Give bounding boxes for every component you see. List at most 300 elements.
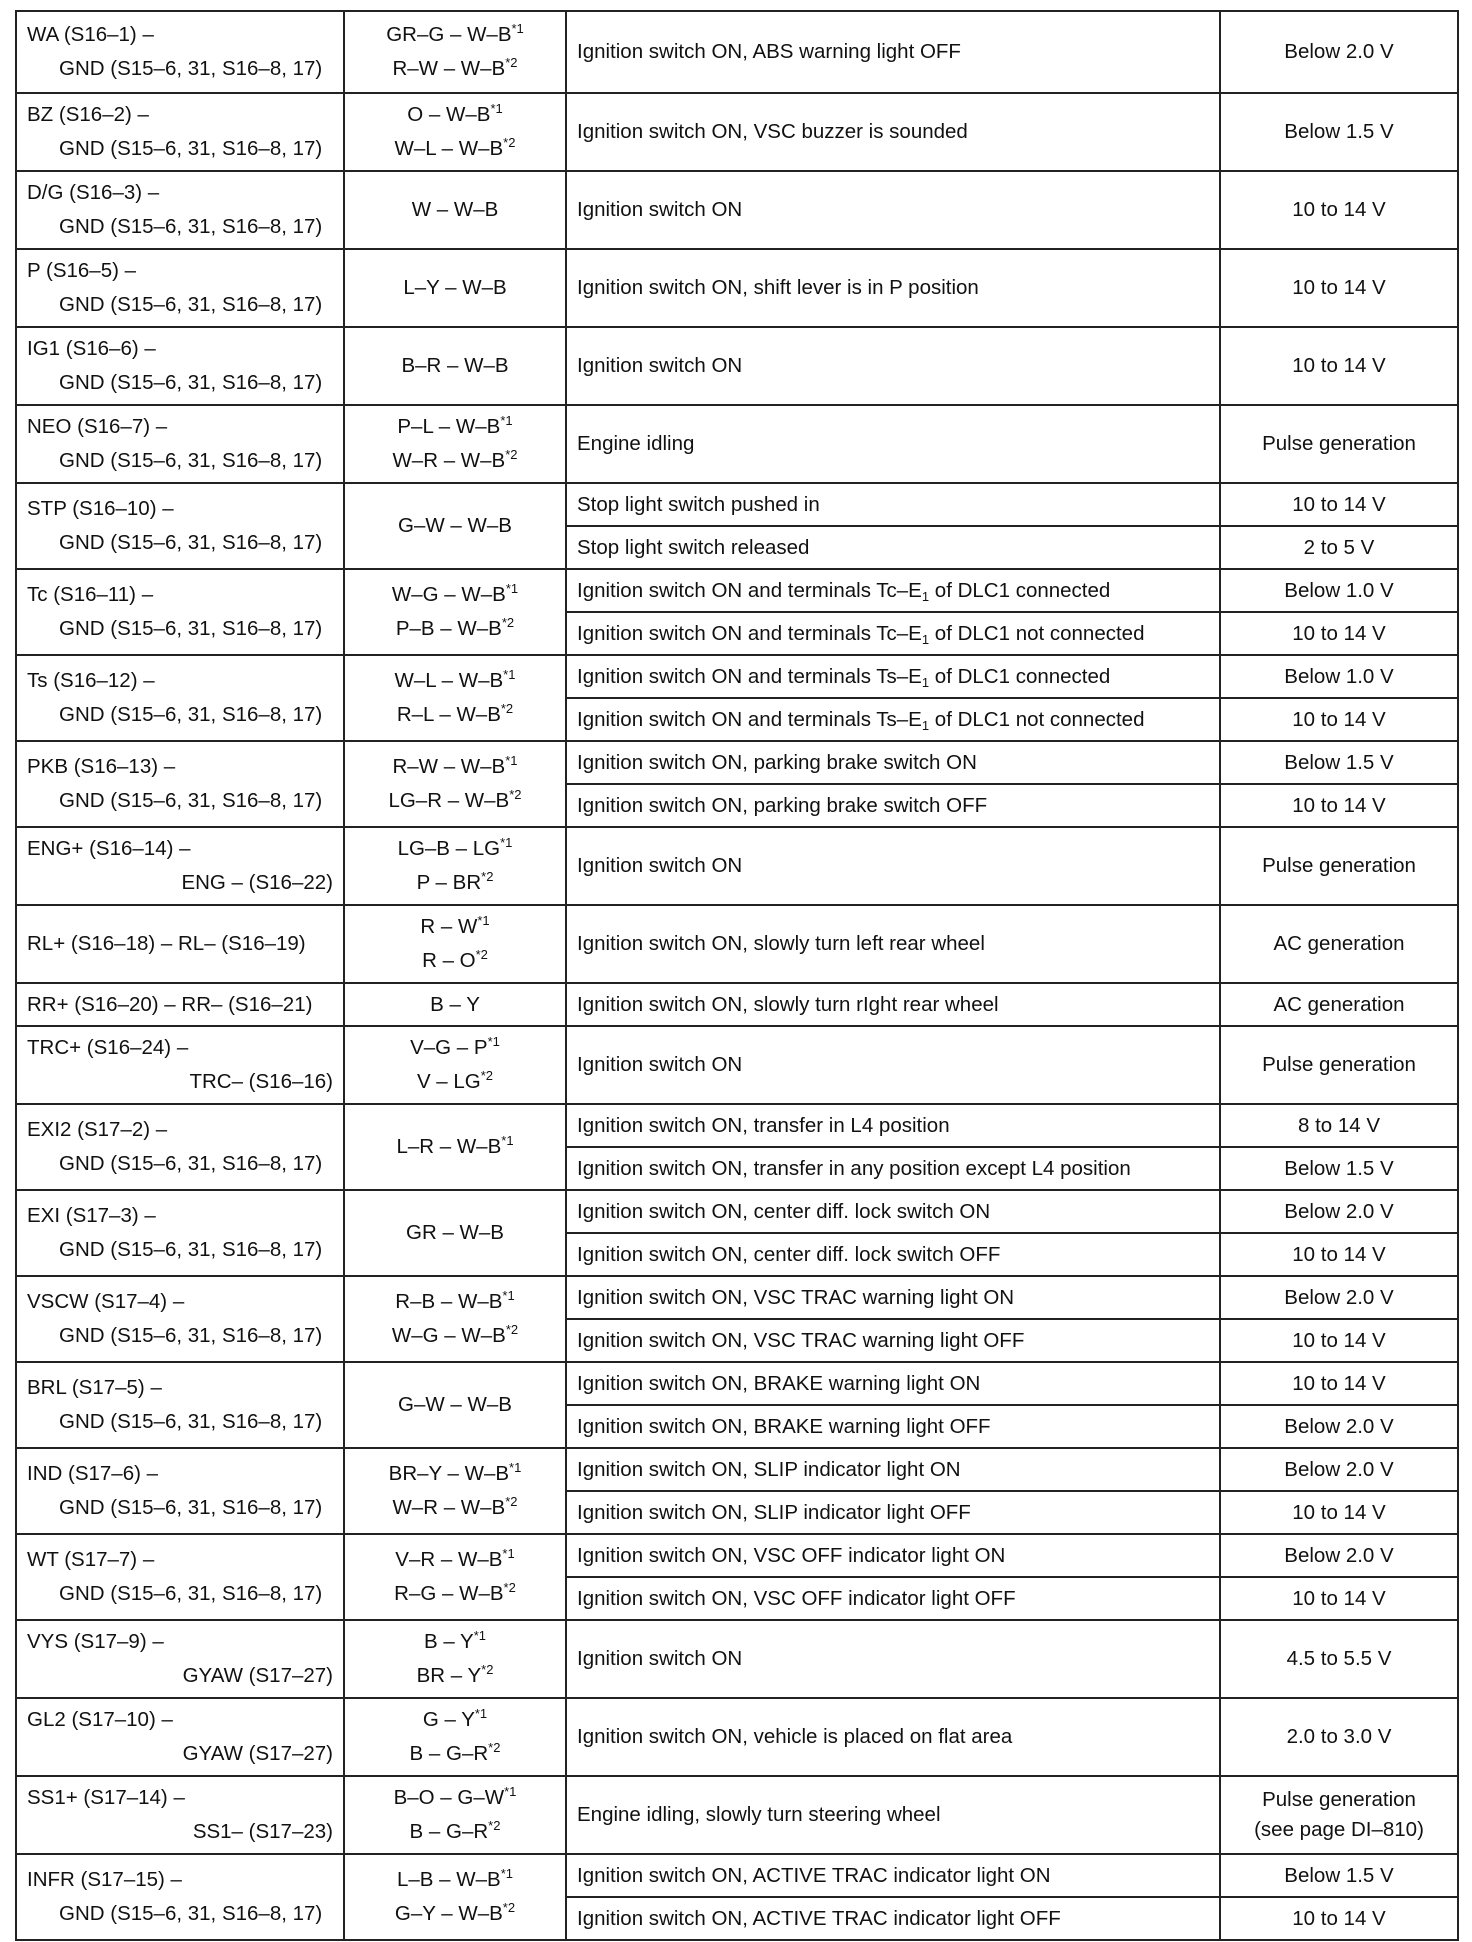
specified-value: 10 to 14 V xyxy=(1292,276,1386,299)
wiring-color xyxy=(355,1543,555,1577)
wiring-color-text: V – LG xyxy=(416,1070,481,1093)
wiring-color xyxy=(355,1625,555,1659)
terminal-label: Tc (S16–11) – xyxy=(27,583,154,606)
footnote-marker: *1 xyxy=(477,913,490,928)
footnote-marker: *2 xyxy=(509,787,522,802)
wiring-color-text: L–Y – W–B xyxy=(403,276,507,299)
condition-text: Ignition switch ON, BRAKE warning light ON xyxy=(577,1371,981,1395)
wiring-color-cell xyxy=(344,483,566,569)
wiring-color-cell xyxy=(344,1362,566,1448)
condition-cell xyxy=(566,905,1220,983)
specified-value: Pulse generation xyxy=(1262,1788,1416,1811)
subscript: 1 xyxy=(921,717,930,733)
table-row xyxy=(16,249,1458,327)
specified-value: 4.5 to 5.5 V xyxy=(1286,1647,1392,1670)
wiring-color-text: G–Y – W–B xyxy=(394,1902,503,1925)
condition-text: Ignition switch ON xyxy=(577,854,743,877)
footnote-marker: *2 xyxy=(505,447,518,462)
wiring-color xyxy=(355,784,555,818)
wiring-color xyxy=(355,1703,555,1737)
specified-value-cell xyxy=(1220,405,1458,483)
condition-cell xyxy=(566,1362,1220,1405)
wiring-color-text: R – O xyxy=(422,949,476,972)
table-row xyxy=(16,905,1458,983)
specified-value: Below 1.5 V xyxy=(1284,120,1394,143)
condition-text: Ignition switch ON, vehicle is placed on flat area xyxy=(577,1725,1013,1748)
wiring-color-text: B–O – G–W xyxy=(393,1786,505,1809)
wiring-color xyxy=(355,193,555,227)
condition-cell xyxy=(566,1405,1220,1448)
condition-cell xyxy=(566,1897,1220,1940)
specified-value-cell xyxy=(1220,784,1458,827)
specified-value-cell xyxy=(1220,612,1458,655)
wiring-color xyxy=(355,988,555,1022)
specified-value-cell xyxy=(1220,1698,1458,1776)
terminal-cell xyxy=(16,171,344,249)
wiring-color-cell xyxy=(344,405,566,483)
wiring-color-cell xyxy=(344,1534,566,1620)
footnote-marker: *1 xyxy=(500,835,513,850)
specified-value: 8 to 14 V xyxy=(1297,1113,1381,1137)
wiring-color-text: P–B – W–B xyxy=(395,617,502,640)
footnote-marker: *2 xyxy=(502,1900,516,1915)
wiring-color-text: B – G–R xyxy=(409,1820,489,1843)
footnote-marker: *2 xyxy=(503,1580,516,1595)
condition-text: Ignition switch ON xyxy=(577,198,743,221)
specified-value-cell xyxy=(1220,1319,1458,1362)
terminal-ground-label: GND (S15–6, 31, S16–8, 17) xyxy=(59,1152,323,1175)
terminal-label: INFR (S17–15) – xyxy=(27,1868,182,1891)
terminal-label: ENG+ (S16–14) – xyxy=(27,837,191,860)
wiring-color-text: W–L – W–B xyxy=(394,669,504,692)
wiring-color-text: R–G – W–B xyxy=(394,1582,504,1605)
condition-text: Ignition switch ON and terminals Ts–E xyxy=(577,707,922,731)
terminal-ground-label: GND (S15–6, 31, S16–8, 17) xyxy=(59,371,323,394)
wiring-color-text: R – W xyxy=(420,915,478,938)
specified-value: Below 2.0 V xyxy=(1284,1199,1394,1223)
specified-value: Below 1.5 V xyxy=(1284,750,1394,774)
terminal-cell xyxy=(16,327,344,405)
wiring-color-cell xyxy=(344,1190,566,1276)
condition-text: Ignition switch ON, SLIP indicator light OFF xyxy=(577,1500,971,1524)
terminal-cell xyxy=(16,1190,344,1276)
terminal-ground-label: GND (S15–6, 31, S16–8, 17) xyxy=(59,1324,323,1347)
wiring-color xyxy=(355,271,555,305)
wiring-color xyxy=(355,132,555,166)
specified-value: Below 2.0 V xyxy=(1284,1414,1394,1438)
condition-cell xyxy=(566,784,1220,827)
wiring-color xyxy=(355,1216,555,1250)
footnote-marker: *1 xyxy=(501,1133,514,1148)
terminal-cell xyxy=(16,405,344,483)
terminal-label: NEO (S16–7) – xyxy=(27,415,168,438)
terminal-ground-label: GND (S15–6, 31, S16–8, 17) xyxy=(59,1582,323,1605)
wiring-color-text: V–G – P xyxy=(410,1036,488,1059)
specified-value: AC generation xyxy=(1273,992,1405,1016)
footnote-marker: *1 xyxy=(474,1706,488,1721)
condition-text-suffix: of DLC1 not connected xyxy=(929,621,1145,645)
terminal-label: SS1+ (S17–14) – xyxy=(27,1786,185,1809)
specified-value: Below 1.5 V xyxy=(1284,1156,1394,1180)
table-row xyxy=(16,327,1458,405)
footnote-marker: *1 xyxy=(500,413,513,428)
condition-cell xyxy=(566,1776,1220,1854)
terminal-cell xyxy=(16,983,344,1026)
condition-text-suffix: of DLC1 not connected xyxy=(929,707,1145,731)
condition-text: Stop light switch pushed in xyxy=(577,492,820,516)
terminal-ground-label: GND (S15–6, 31, S16–8, 17) xyxy=(59,137,323,160)
table-row xyxy=(16,171,1458,249)
specified-value-cell xyxy=(1220,93,1458,171)
terminal-cell xyxy=(16,1698,344,1776)
terminal-label: EXI2 (S17–2) – xyxy=(27,1118,168,1141)
subscript: 1 xyxy=(921,631,930,647)
condition-text: Stop light switch released xyxy=(577,535,810,559)
specified-value-cell xyxy=(1220,327,1458,405)
wiring-color-cell xyxy=(344,249,566,327)
specified-value-cell xyxy=(1220,1026,1458,1104)
condition-cell xyxy=(566,1147,1220,1190)
wiring-color-cell xyxy=(344,1776,566,1854)
terminal-label: BRL (S17–5) – xyxy=(27,1376,162,1399)
condition-cell xyxy=(566,93,1220,171)
wiring-color xyxy=(355,98,555,132)
wiring-color-text: W–G – W–B xyxy=(391,583,506,606)
wiring-color-text: LG–B – LG xyxy=(397,837,501,860)
table-row xyxy=(16,1276,1458,1319)
wiring-color xyxy=(355,410,555,444)
wiring-color xyxy=(355,1897,555,1931)
condition-cell xyxy=(566,655,1220,698)
wiring-color xyxy=(355,1577,555,1611)
specified-value: Pulse generation xyxy=(1262,854,1416,877)
wiring-color xyxy=(355,1781,555,1815)
footnote-marker: *1 xyxy=(505,753,518,768)
wiring-color-text: R–B – W–B xyxy=(395,1290,503,1313)
terminal-label: GL2 (S17–10) – xyxy=(27,1708,173,1731)
wiring-color xyxy=(355,944,555,978)
terminal-ground-label: GND (S15–6, 31, S16–8, 17) xyxy=(59,617,323,640)
condition-cell xyxy=(566,11,1220,93)
terminal-label: VSCW (S17–4) – xyxy=(27,1290,185,1313)
specified-value: Below 2.0 V xyxy=(1284,1285,1394,1309)
terminal-cell xyxy=(16,1104,344,1190)
specified-value: 10 to 14 V xyxy=(1292,1242,1386,1266)
wiring-color-cell xyxy=(344,327,566,405)
condition-text: Ignition switch ON xyxy=(577,1053,743,1076)
specified-value-cell xyxy=(1220,249,1458,327)
wiring-color-text: GR – W–B xyxy=(406,1221,504,1244)
terminal-cell xyxy=(16,741,344,827)
wiring-color-text: B – Y xyxy=(423,1630,474,1653)
specified-value: 10 to 14 V xyxy=(1292,793,1386,817)
condition-text: Ignition switch ON and terminals Ts–E xyxy=(577,664,922,688)
terminal-cell xyxy=(16,1362,344,1448)
condition-cell xyxy=(566,1448,1220,1491)
condition-text: Ignition switch ON, parking brake switch ON xyxy=(577,750,977,774)
condition-cell xyxy=(566,1577,1220,1620)
condition-text: Ignition switch ON, center diff. lock switch OFF xyxy=(577,1242,1001,1266)
condition-text: Ignition switch ON, slowly turn left rear wheel xyxy=(577,932,985,955)
condition-text: Ignition switch ON, VSC OFF indicator light OFF xyxy=(577,1586,1016,1610)
terminal-cell xyxy=(16,1620,344,1698)
condition-cell xyxy=(566,741,1220,784)
footnote-marker: *2 xyxy=(481,1662,494,1677)
wiring-color-text: W – W–B xyxy=(411,198,499,221)
condition-text: Ignition switch ON, parking brake switch OFF xyxy=(577,793,988,817)
wiring-color-cell xyxy=(344,1026,566,1104)
wiring-color-text: B – G–R xyxy=(409,1742,489,1765)
table-row xyxy=(16,1534,1458,1577)
wiring-color xyxy=(355,1491,555,1525)
specified-value: Below 2.0 V xyxy=(1284,1543,1394,1567)
specified-value-cell xyxy=(1220,741,1458,784)
terminal-label: P (S16–5) – xyxy=(27,259,137,282)
specified-value: Below 2.0 V xyxy=(1284,1457,1394,1481)
wiring-color xyxy=(355,52,555,86)
footnote-marker: *2 xyxy=(505,1322,519,1337)
subscript: 1 xyxy=(921,588,930,604)
wiring-color-text: R–W – W–B xyxy=(392,57,506,80)
condition-cell xyxy=(566,526,1220,569)
wiring-color xyxy=(355,832,555,866)
wiring-color-cell xyxy=(344,827,566,905)
table-row xyxy=(16,1854,1458,1897)
table-row xyxy=(16,11,1458,93)
wiring-color xyxy=(355,1457,555,1491)
footnote-marker: *1 xyxy=(509,1460,522,1475)
condition-text: Ignition switch ON, transfer in any position except L4 position xyxy=(577,1156,1131,1180)
condition-text: Engine idling xyxy=(577,432,695,455)
specified-value-note: (see page DI–810) xyxy=(1254,1818,1424,1841)
terminal-ground-label: GND (S15–6, 31, S16–8, 17) xyxy=(59,57,323,80)
wiring-color xyxy=(355,910,555,944)
wiring-color-cell xyxy=(344,1276,566,1362)
wiring-color-text: W–L – W–B xyxy=(394,137,504,160)
wiring-color xyxy=(355,1737,555,1771)
terminal-label: WT (S17–7) – xyxy=(27,1548,155,1571)
specified-value-cell xyxy=(1220,1776,1458,1854)
specified-value-cell xyxy=(1220,1854,1458,1897)
specified-value: 10 to 14 V xyxy=(1292,1500,1386,1524)
condition-text: Ignition switch ON, VSC buzzer is sounded xyxy=(577,120,968,143)
specified-value-cell xyxy=(1220,983,1458,1026)
condition-text: Ignition switch ON, slowly turn rIght rear wheel xyxy=(577,992,999,1016)
wiring-color xyxy=(355,612,555,646)
wiring-color-text: R–L – W–B xyxy=(396,703,501,726)
footnote-marker: *2 xyxy=(501,615,515,630)
terminal-cell xyxy=(16,1276,344,1362)
wiring-color-cell xyxy=(344,1698,566,1776)
table-row xyxy=(16,1026,1458,1104)
condition-text-suffix: of DLC1 connected xyxy=(929,578,1111,602)
condition-cell xyxy=(566,1854,1220,1897)
wiring-color xyxy=(355,698,555,732)
condition-text: Ignition switch ON, ABS warning light OFF xyxy=(577,40,961,63)
condition-cell xyxy=(566,698,1220,741)
wiring-color-cell xyxy=(344,171,566,249)
terminal-cell xyxy=(16,1776,344,1854)
specified-value-cell xyxy=(1220,171,1458,249)
terminal-cell xyxy=(16,249,344,327)
wiring-color xyxy=(355,1031,555,1065)
condition-text: Ignition switch ON, SLIP indicator light ON xyxy=(577,1457,961,1481)
specified-value-cell xyxy=(1220,1491,1458,1534)
specified-value: 10 to 14 V xyxy=(1292,492,1386,516)
terminal-cell xyxy=(16,11,344,93)
wiring-color-text: G – Y xyxy=(422,1708,475,1731)
footnote-marker: *1 xyxy=(487,1034,500,1049)
wiring-color-cell xyxy=(344,569,566,655)
footnote-marker: *1 xyxy=(505,581,519,596)
footnote-marker: *2 xyxy=(488,1740,501,1755)
footnote-marker: *2 xyxy=(481,869,494,884)
specified-value-cell xyxy=(1220,698,1458,741)
table-row xyxy=(16,1362,1458,1405)
specified-value-cell xyxy=(1220,1577,1458,1620)
wiring-color xyxy=(355,866,555,900)
specified-value: Pulse generation xyxy=(1262,432,1416,455)
specified-value-cell xyxy=(1220,483,1458,526)
specified-value-cell xyxy=(1220,1147,1458,1190)
wiring-color xyxy=(355,1319,555,1353)
specified-value-cell xyxy=(1220,1276,1458,1319)
terminal-cell xyxy=(16,1026,344,1104)
footnote-marker: *1 xyxy=(502,1288,515,1303)
wiring-color-cell xyxy=(344,11,566,93)
wiring-color-cell xyxy=(344,1854,566,1940)
table-row xyxy=(16,483,1458,526)
footnote-marker: *2 xyxy=(500,701,514,716)
condition-text: Ignition switch ON xyxy=(577,1647,743,1670)
condition-text: Engine idling, slowly turn steering wheel xyxy=(577,1803,941,1826)
condition-text-suffix: of DLC1 connected xyxy=(929,664,1111,688)
terminal-label: PKB (S16–13) – xyxy=(27,755,176,778)
specified-value-cell xyxy=(1220,526,1458,569)
table-row xyxy=(16,405,1458,483)
terminal-ground-label: GND (S15–6, 31, S16–8, 17) xyxy=(59,789,323,812)
terminal-ground-label: GND (S15–6, 31, S16–8, 17) xyxy=(59,1410,323,1433)
specified-value: 2.0 to 3.0 V xyxy=(1286,1725,1392,1748)
terminal-ground-label: ENG – (S16–22) xyxy=(181,871,333,894)
wiring-color-cell xyxy=(344,655,566,741)
footnote-marker: *2 xyxy=(503,135,516,150)
specified-value: 10 to 14 V xyxy=(1292,1371,1386,1395)
specified-value: 10 to 14 V xyxy=(1292,1328,1386,1352)
table-row xyxy=(16,93,1458,171)
condition-cell xyxy=(566,1534,1220,1577)
terminal-ground-label: GND (S15–6, 31, S16–8, 17) xyxy=(59,703,323,726)
condition-cell xyxy=(566,1276,1220,1319)
wiring-color xyxy=(355,509,555,543)
condition-cell xyxy=(566,612,1220,655)
footnote-marker: *2 xyxy=(488,1818,501,1833)
footnote-marker: *1 xyxy=(500,1866,513,1881)
wiring-color xyxy=(355,1130,555,1164)
wiring-color xyxy=(355,1863,555,1897)
specified-value-cell xyxy=(1220,1448,1458,1491)
terminal-label: TRC+ (S16–24) – xyxy=(27,1036,189,1059)
wiring-color-text: GR–G – W–B xyxy=(386,23,512,46)
wiring-color-text: G–W – W–B xyxy=(398,1393,512,1416)
wiring-color-text: V–R – W–B xyxy=(395,1548,503,1571)
table-row xyxy=(16,1104,1458,1147)
wiring-color-cell xyxy=(344,741,566,827)
specified-value-cell xyxy=(1220,569,1458,612)
condition-cell xyxy=(566,483,1220,526)
specified-value: 10 to 14 V xyxy=(1292,1906,1386,1930)
footnote-marker: *2 xyxy=(505,55,518,70)
wiring-color xyxy=(355,1815,555,1849)
condition-cell xyxy=(566,1491,1220,1534)
footnote-marker: *1 xyxy=(473,1628,487,1643)
specified-value: 10 to 14 V xyxy=(1292,354,1386,377)
wiring-color-text: W–R – W–B xyxy=(392,1496,506,1519)
specified-value: AC generation xyxy=(1273,932,1405,955)
terminal-cell xyxy=(16,1448,344,1534)
wiring-color-text: BR – Y xyxy=(416,1664,482,1687)
terminal-ground-label: GND (S15–6, 31, S16–8, 17) xyxy=(59,1238,323,1261)
condition-cell xyxy=(566,1026,1220,1104)
terminal-label: IND (S17–6) – xyxy=(27,1462,159,1485)
table-row xyxy=(16,655,1458,698)
specified-value-cell xyxy=(1220,1897,1458,1940)
condition-text: Ignition switch ON, ACTIVE TRAC indicator light ON xyxy=(577,1863,1051,1887)
condition-text: Ignition switch ON xyxy=(577,354,743,377)
table-row xyxy=(16,741,1458,784)
terminal-label: WA (S16–1) – xyxy=(27,23,154,46)
wiring-color-cell xyxy=(344,983,566,1026)
table-row xyxy=(16,1620,1458,1698)
terminal-ground-label: GND (S15–6, 31, S16–8, 17) xyxy=(59,1496,323,1519)
specified-value: 10 to 14 V xyxy=(1292,1586,1386,1610)
wiring-color xyxy=(355,750,555,784)
footnote-marker: *1 xyxy=(503,667,516,682)
condition-text: Ignition switch ON and terminals Tc–E xyxy=(577,578,922,602)
terminal-label: BZ (S16–2) – xyxy=(27,103,149,126)
wiring-color-cell xyxy=(344,93,566,171)
specified-value-cell xyxy=(1220,1104,1458,1147)
wiring-color-text: P–L – W–B xyxy=(397,415,501,438)
terminal-cell xyxy=(16,1854,344,1940)
condition-cell xyxy=(566,983,1220,1026)
table-row xyxy=(16,569,1458,612)
table-row xyxy=(16,1190,1458,1233)
footnote-marker: *2 xyxy=(505,1494,518,1509)
wiring-color-text: G–W – W–B xyxy=(398,514,512,537)
terminal-ground-label: SS1– (S17–23) xyxy=(192,1820,333,1843)
terminal-ground-label: GYAW (S17–27) xyxy=(182,1742,333,1765)
wiring-color-text: L–R – W–B xyxy=(396,1135,502,1158)
wiring-color-text: B–R – W–B xyxy=(401,354,509,377)
condition-cell xyxy=(566,1698,1220,1776)
wiring-color xyxy=(355,664,555,698)
specified-value-cell xyxy=(1220,905,1458,983)
condition-cell xyxy=(566,405,1220,483)
footnote-marker: *1 xyxy=(490,101,503,116)
table-row xyxy=(16,1776,1458,1854)
terminal-label: D/G (S16–3) – xyxy=(27,181,160,204)
terminal-ground-label: GND (S15–6, 31, S16–8, 17) xyxy=(59,531,323,554)
wiring-color xyxy=(355,578,555,612)
specified-value-cell xyxy=(1220,1534,1458,1577)
terminal-cell xyxy=(16,905,344,983)
subscript: 1 xyxy=(921,674,930,690)
wiring-color-text: R–W – W–B xyxy=(392,755,506,778)
condition-text: Ignition switch ON and terminals Tc–E xyxy=(577,621,922,645)
table-row xyxy=(16,1698,1458,1776)
wiring-color xyxy=(355,349,555,383)
